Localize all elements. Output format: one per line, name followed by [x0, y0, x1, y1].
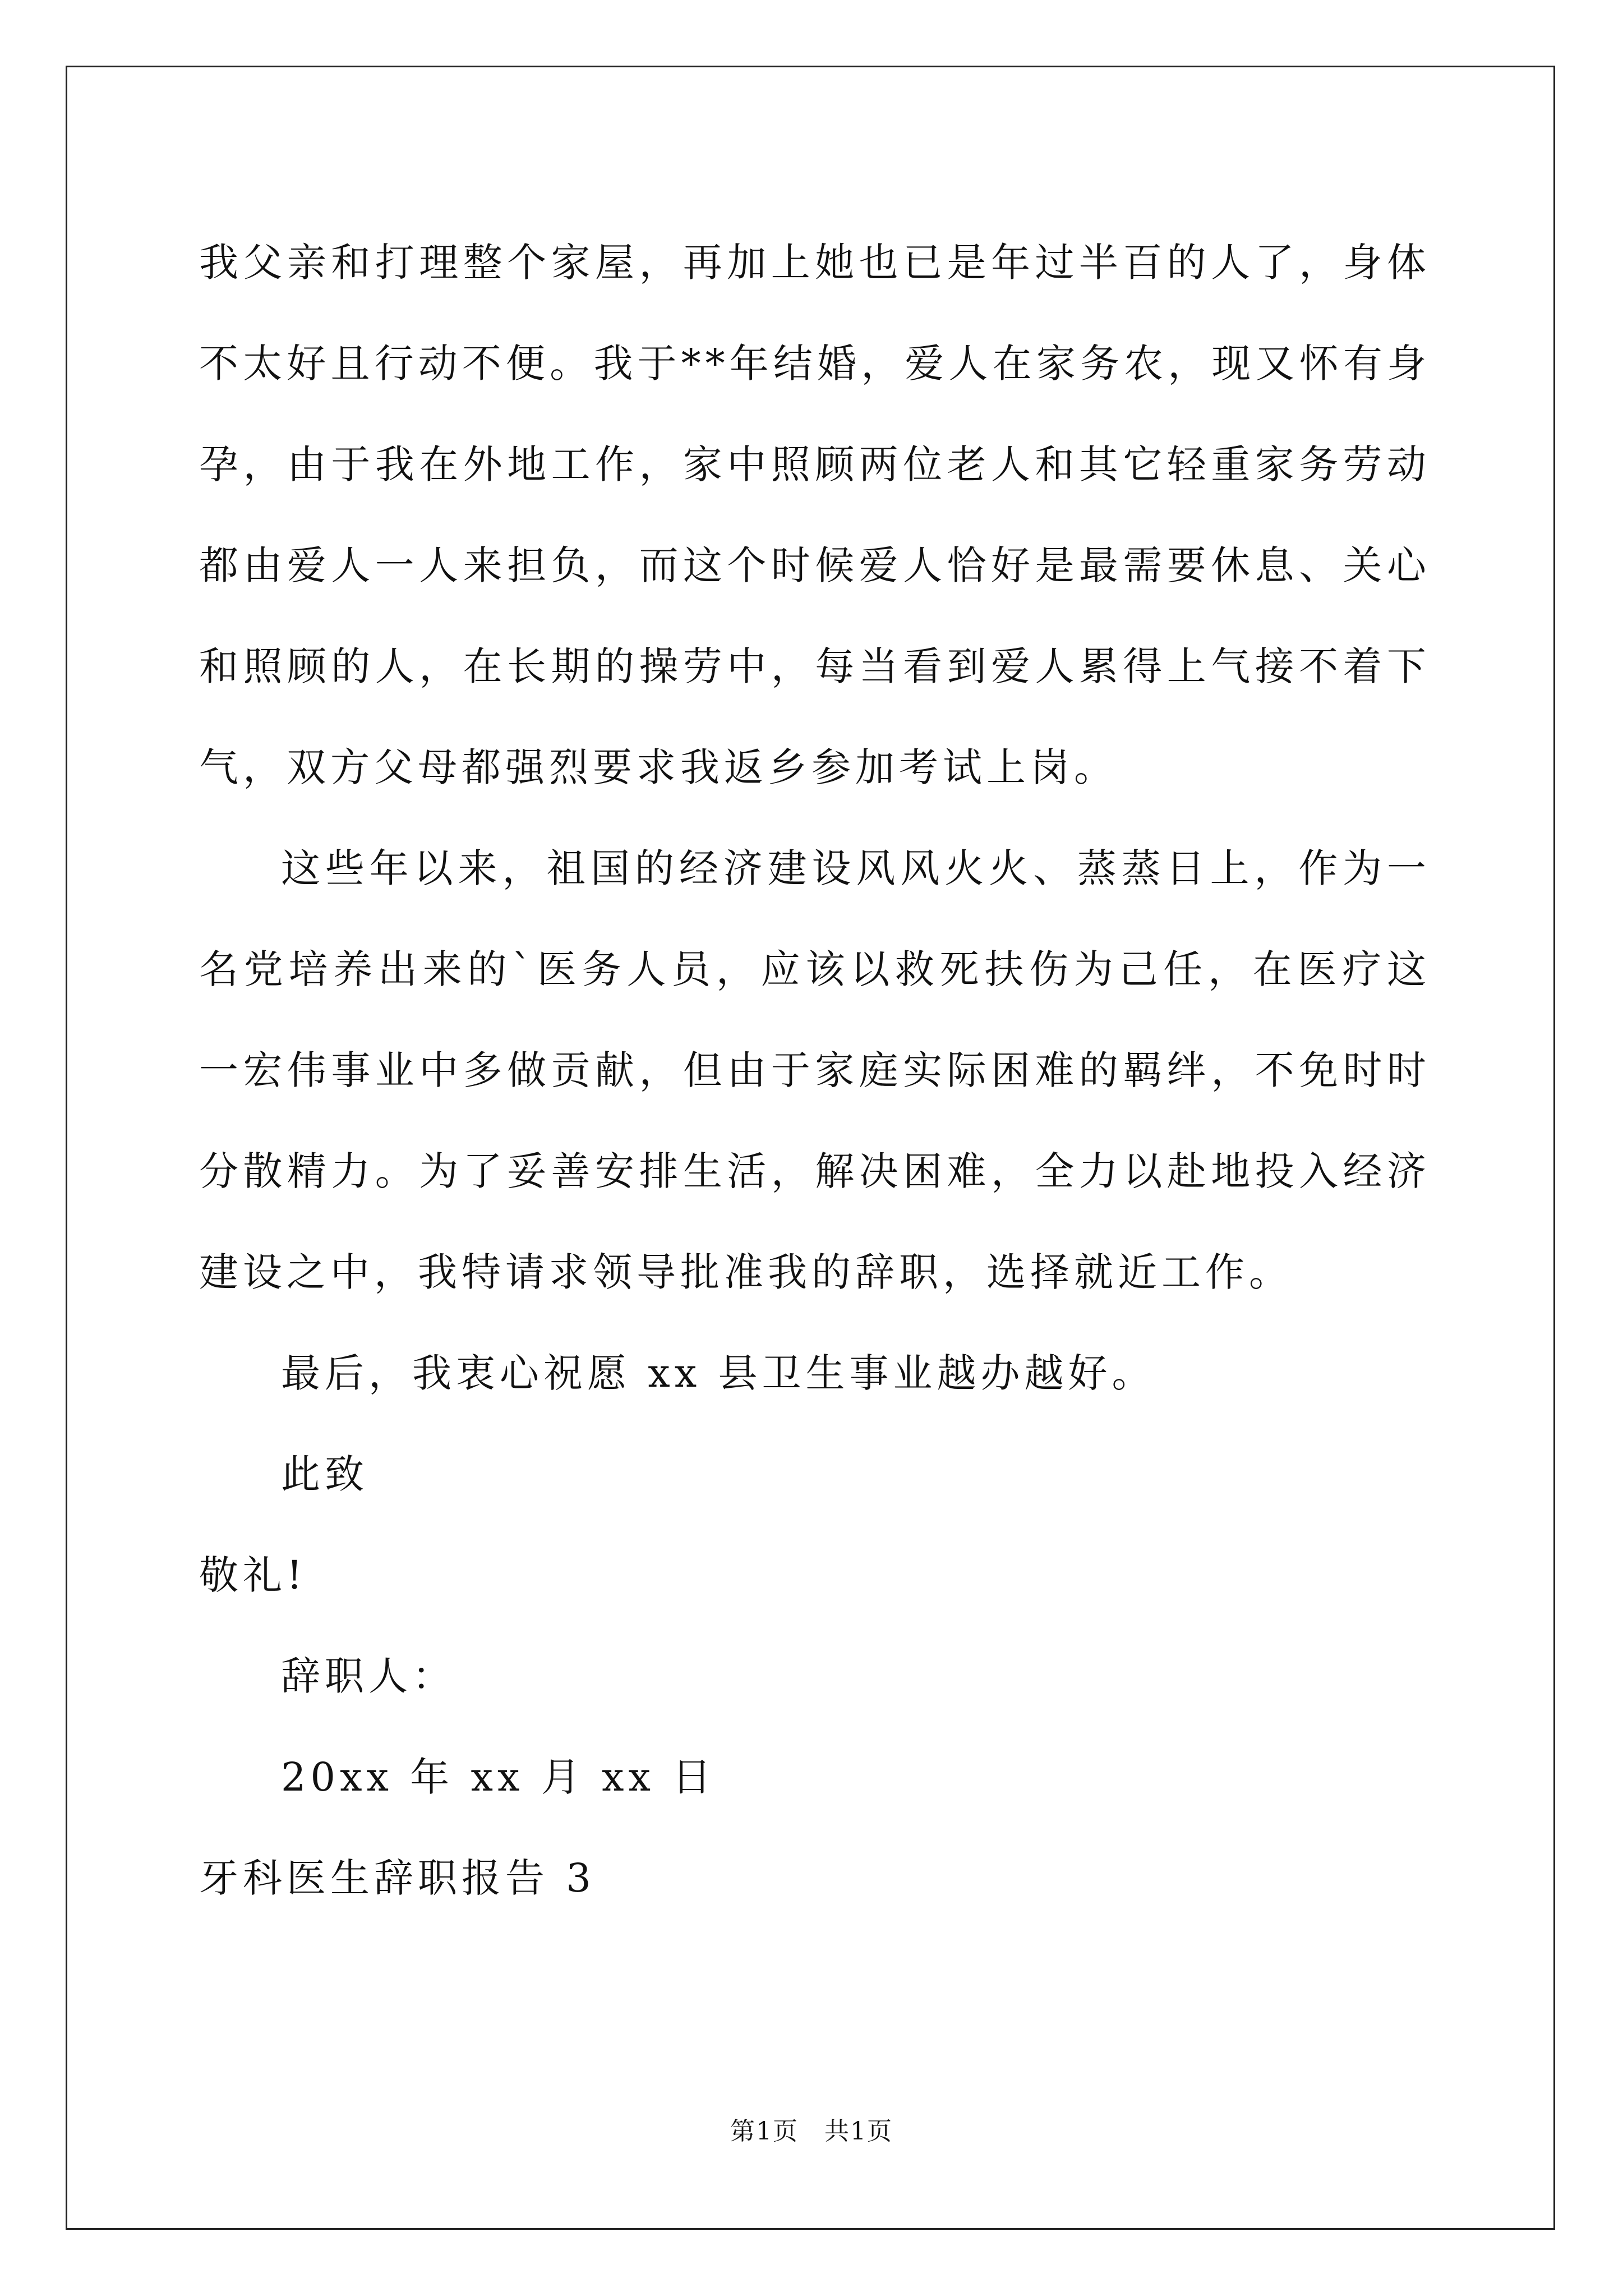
paragraph-closing-wish: 最后，我衷心祝愿 xx 县卫生事业越办越好。 — [281, 1350, 1156, 1396]
salutation-jingli: 敬礼! — [199, 1552, 307, 1598]
paragraph-family-situation: 我父亲和打理整个家屋，再加上她也已是年过半百的人了，身体不太好且行动不便。我于**年结婚，爱人在家务农，现又怀有身孕，由于我在外地工作，家中照顾两位老人和其它轻重家务劳动都由爱人一人来担负，而这个时候爱人恰好是最需要休息、关心和照顾的人，在长期的操劳中，每当看到爱人累得上气接不着下气，双方父母都强烈要求我返乡参加考试上岗。 — [199, 240, 1431, 790]
document-body — [199, 212, 1431, 1929]
page-number-footer: 第1页 共1页 — [730, 2117, 893, 2146]
salutation-cizhi: 此致 — [281, 1451, 368, 1497]
next-section-heading: 牙科医生辞职报告 3 — [199, 1855, 596, 1901]
paragraph-reason-for-resignation: 这些年以来，祖国的经济建设风风火火、蒸蒸日上，作为一名党培养出来的`医务人员，应该以救死扶伤为己任，在医疗这一宏伟事业中多做贡献，但由于家庭实际困难的羁绊，不免时时分散精力。为了妥善安排生活，解决困难，全力以赴地投入经济建设之中，我特请求领导批准我的辞职，选择就近工作。 — [199, 845, 1431, 1295]
signature-line: 辞职人： — [281, 1653, 456, 1699]
date-line: 20xx 年 xx 月 xx 日 — [281, 1754, 716, 1800]
